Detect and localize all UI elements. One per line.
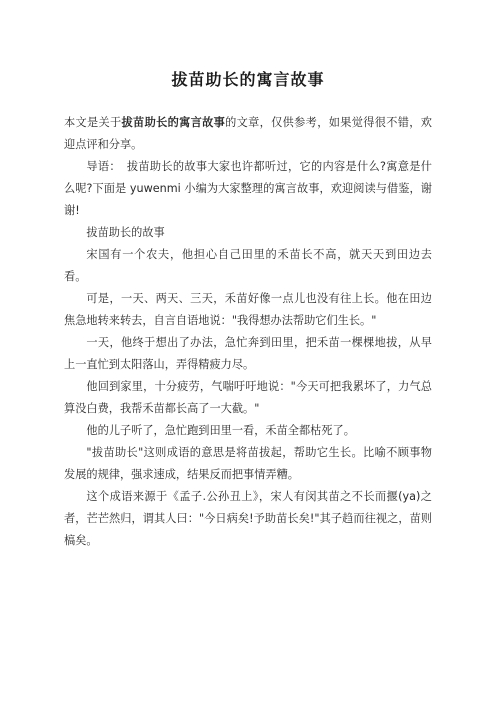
intro-suffix: 的文章，仅供参考，如果觉得很不错，欢迎点评和分享。 — [64, 116, 432, 151]
paragraph-lead: 导语： 拔苗助长的故事大家也许都听过，它的内容是什么?寓意是什么呢?下面是 yuwenmi 小编为大家整理的寓言故事，欢迎阅读与借鉴，谢谢! — [64, 160, 432, 217]
paragraph: "拔苗助长"这则成语的意思是将苗拔起，帮助它生长。比喻不顾事物发展的规律，强求速成，结果反而把事情弄糟。 — [64, 446, 432, 481]
paragraph: 可是，一天、两天、三天，禾苗好像一点儿也没有往上长。他在田边焦急地转来转去，自言自语地说："我得想办法帮助它们生长。" — [64, 292, 432, 327]
paragraph: 他回到家里，十分疲劳，气喘吁吁地说："今天可把我累坏了，力气总算没白费，我帮禾苗都长高了一大截。" — [64, 380, 432, 415]
intro-bold-title: 拔苗助长的寓言故事 — [121, 116, 226, 129]
intro-paragraph — [64, 112, 432, 156]
document-body — [64, 112, 432, 552]
paragraph: 一天，他终于想出了办法，急忙奔到田里，把禾苗一棵棵地拔，从早上一直忙到太阳落山，弄得精疲力尽。 — [64, 336, 432, 371]
section-heading: 拔苗助长的故事 — [86, 226, 165, 239]
paragraph: 宋国有一个农夫，他担心自己田里的禾苗长不高，就天天到田边去看。 — [64, 248, 432, 283]
paragraph: 这个成语来源于《孟子.公孙丑上》，宋人有闵其苗之不长而揠(ya)之者，芒芒然归，谓其人曰："今日病矣!予助苗长矣!"其子趋而往视之，苗则槁矣。 — [64, 490, 432, 547]
intro-prefix: 本文是关于 — [64, 116, 122, 129]
paragraph: 他的儿子听了，急忙跑到田里一看，禾苗全都枯死了。 — [86, 424, 355, 437]
document-title: 拔苗助长的寓言故事 — [171, 70, 325, 89]
